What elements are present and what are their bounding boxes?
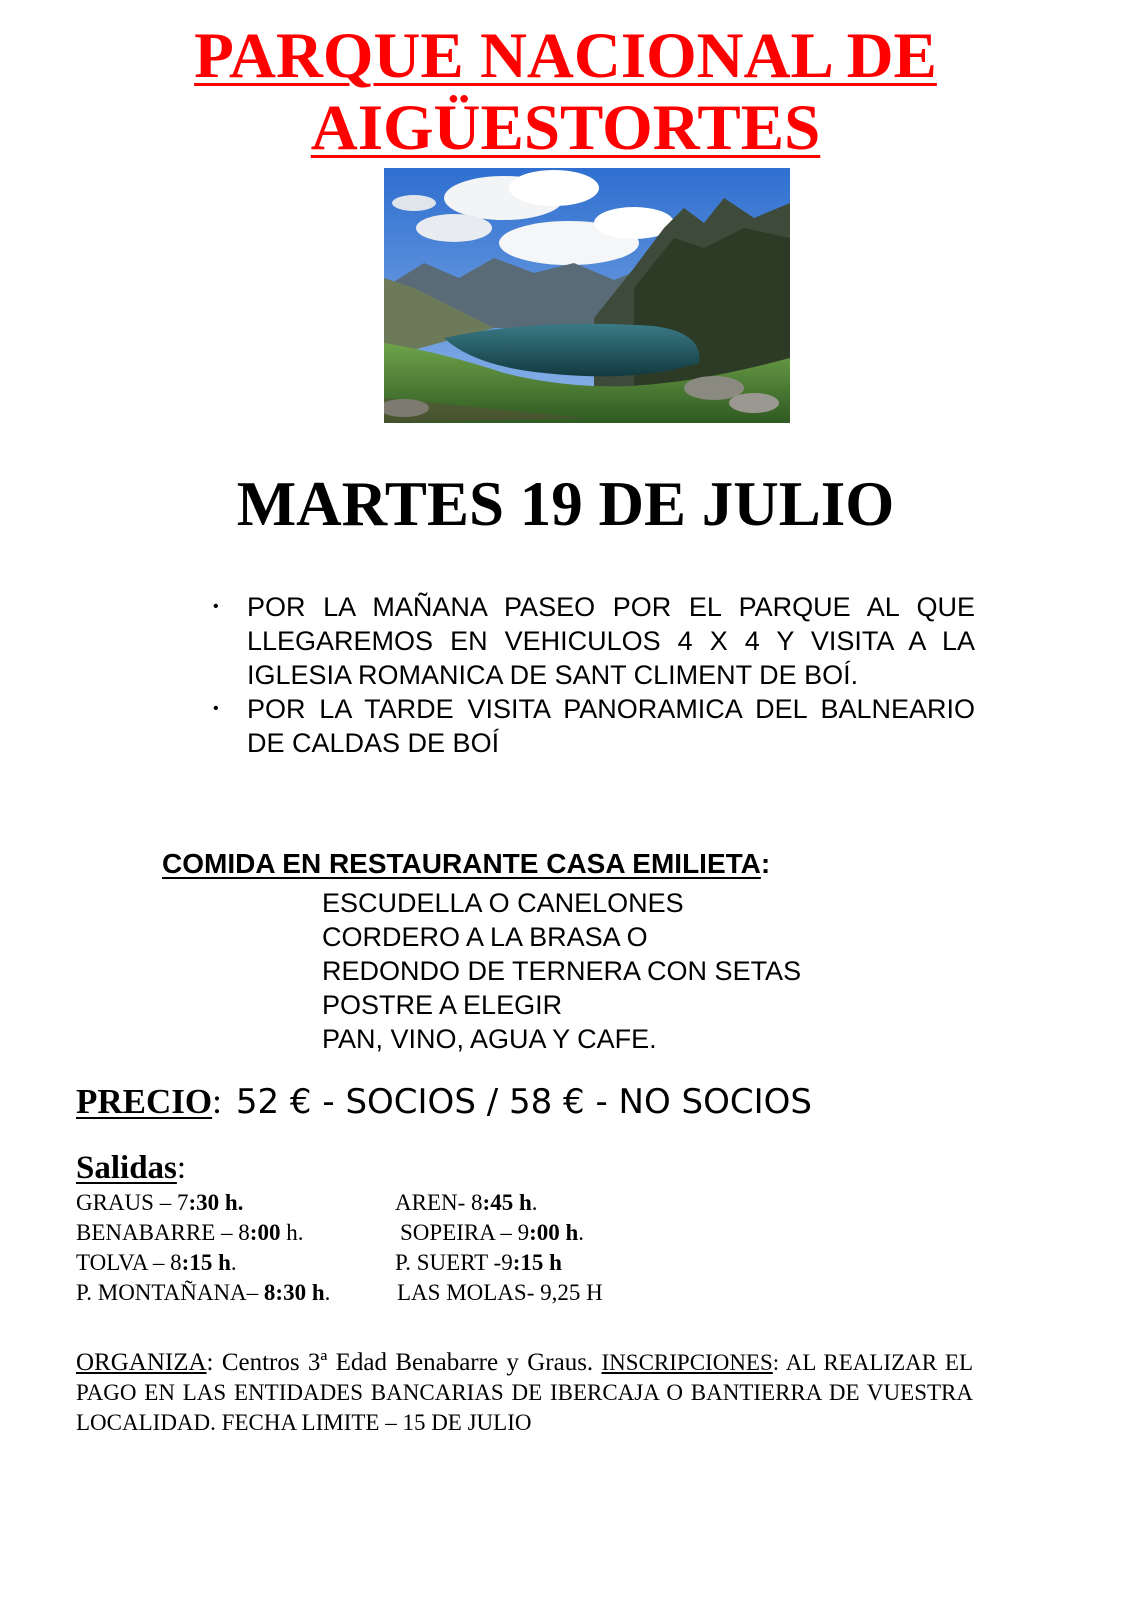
price-label: PRECIO — [76, 1082, 213, 1121]
departure-entry: AREN- 8:45 h. — [395, 1190, 538, 1215]
activity-item-afternoon: • POR LA TARDE VISITA PANORAMICA DEL BALNEARIO DE CALDAS DE BOÍ — [213, 694, 975, 758]
departure-entry: TOLVA – 8:15 h. — [76, 1250, 237, 1275]
activity-item-morning: • POR LA MAÑANA PASEO POR EL PARQUE AL QUE LLEGAREMOS EN VEHICULOS 4 X 4 Y VISITA A LA IGLESIA ROMANICA DE SANT CLIMENT DE BOÍ. — [213, 592, 975, 690]
organization-notice: ORGANIZA: Centros 3ª Edad Benabarre y Graus. INSCRIPCIONES: AL REALIZAR EL PAGO EN LAS ENTIDADES BANCARIAS DE IBERCAJA O BANTIERRA DE VUESTRA LOCALIDAD. FECHA LIMITE – 15 DE JULIO — [76, 1349, 974, 1435]
title-line-1: PARQUE NACIONAL DE — [194, 20, 937, 92]
menu-heading: COMIDA EN RESTAURANTE CASA EMILIETA: — [162, 848, 771, 879]
departure-entry: BENABARRE – 8:00 h. — [76, 1220, 304, 1245]
menu-item: PAN, VINO, AGUA Y CAFE. — [322, 1024, 657, 1054]
activity-list — [207, 590, 975, 760]
title-line-2: AIGÜESTORTES — [310, 92, 821, 164]
signup-label: INSCRIPCIONES — [601, 1350, 773, 1375]
bullet-icon: • — [213, 700, 219, 717]
departure-entry: LAS MOLAS- 9,25 H — [397, 1280, 603, 1305]
menu-list — [322, 886, 801, 1056]
menu-item: POSTRE A ELEGIR — [322, 990, 563, 1020]
event-date: MARTES 19 DE JULIO — [236, 469, 895, 539]
price-value: 52 € - SOCIOS / 58 € - NO SOCIOS — [235, 1082, 813, 1122]
departure-entry: P. MONTAÑANA– 8:30 h. — [76, 1280, 331, 1305]
menu-item: CORDERO A LA BRASA O — [322, 922, 648, 952]
price-line: PRECIO: 52 € - SOCIOS / 58 € - NO SOCIOS — [76, 1082, 813, 1122]
departure-entry: P. SUERT -9:15 h — [395, 1250, 562, 1275]
departure-entry: SOPEIRA – 9:00 h. — [400, 1220, 585, 1245]
bullet-icon: • — [213, 598, 219, 615]
menu-item: ESCUDELLA O CANELONES — [322, 888, 684, 918]
organizer-label: ORGANIZA — [76, 1349, 207, 1376]
departures-heading: Salidas: — [76, 1150, 187, 1186]
departure-entry: GRAUS – 7:30 h. — [76, 1190, 244, 1215]
lake-mountain-photo — [384, 168, 790, 423]
menu-item: REDONDO DE TERNERA CON SETAS — [322, 956, 802, 986]
